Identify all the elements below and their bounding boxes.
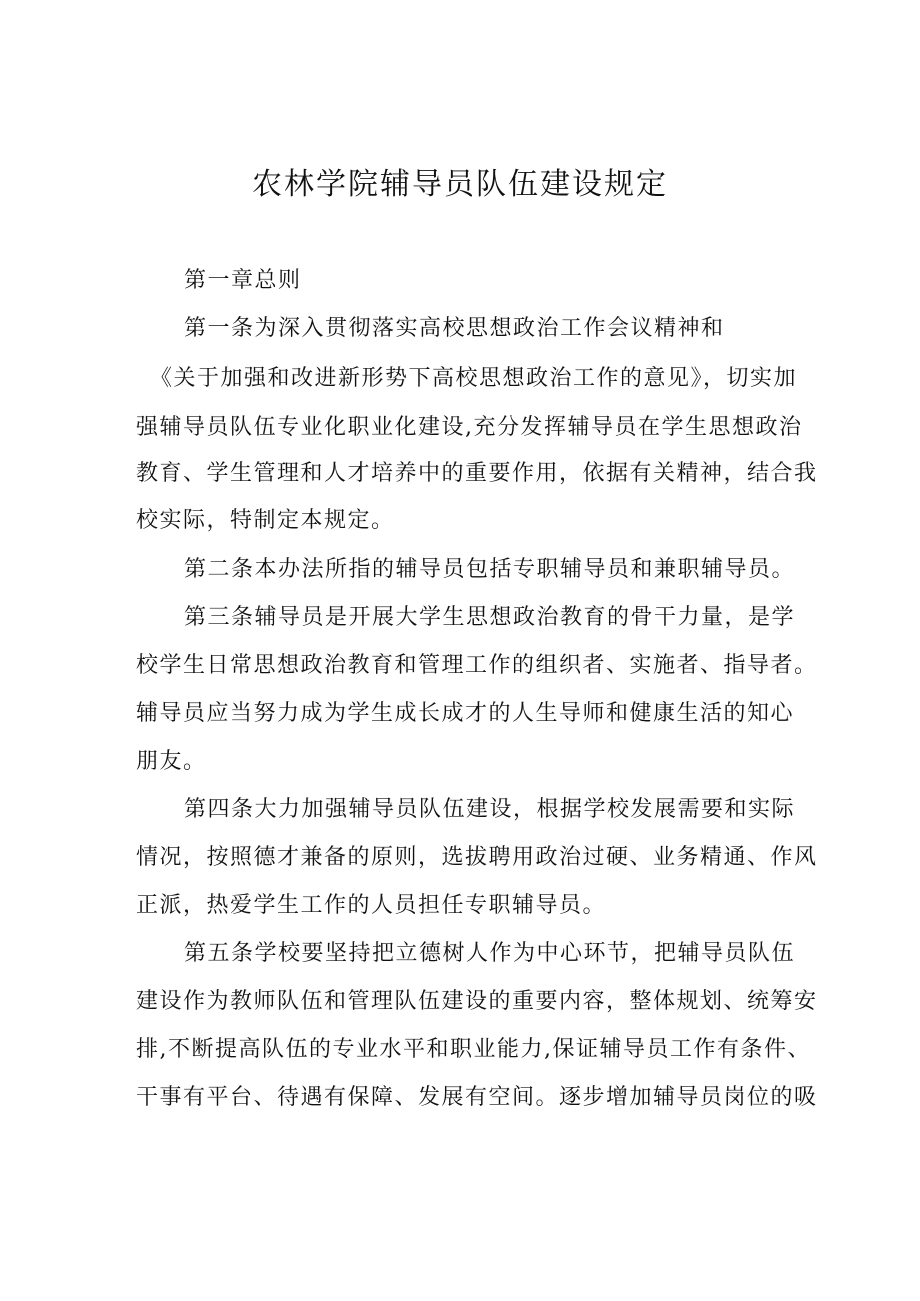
paragraph-line: 第四条大力加强辅导员队伍建设，根据学校发展需要和实际 [184,797,796,822]
paragraph-line: 教育、学生管理和人才培养中的重要作用，依据有关精神，结合我 [136,461,818,486]
paragraph-line: 第三条辅导员是开展大学生思想政治教育的骨干力量，是学 [184,605,796,630]
paragraph-line: 《关于加强和改进新形势下高校思想政治工作的意见》，切实加 [150,366,798,391]
paragraph-line: 朋友。 [136,749,207,774]
document-title: 农林学院辅导员队伍建设规定 [252,167,668,202]
paragraph-line: 建设作为教师队伍和管理队伍建设的重要内容，整体规划、统筹安 [136,989,818,1014]
paragraph-line: 第五条学校要坚持把立德树人作为中心环节，把辅导员队伍 [184,941,796,966]
paragraph-line: 情况，按照德才兼备的原则，选拔聘用政治过硬、业务精通、作风 [136,845,818,870]
chapter-heading: 第一章总则 [184,268,302,293]
paragraph-line: 干事有平台、待遇有保障、发展有空间。逐步增加辅导员岗位的吸 [136,1085,818,1110]
paragraph-line: 强辅导员队伍专业化职业化建设,充分发挥辅导员在学生思想政治 [136,415,803,440]
paragraph-line: 第一条为深入贯彻落实高校思想政治工作会议精神和 [184,316,725,341]
paragraph-line: 辅导员应当努力成为学生成长成才的人生导师和健康生活的知心 [136,701,795,726]
paragraph-line: 校实际，特制定本规定。 [136,508,395,533]
paragraph-line: 排,不断提高队伍的专业水平和职业能力,保证辅导员工作有条件、 [136,1037,811,1062]
paragraph-line: 校学生日常思想政治教育和管理工作的组织者、实施者、指导者。 [136,653,818,678]
paragraph-line: 第二条本办法所指的辅导员包括专职辅导员和兼职辅导员。 [184,557,796,582]
paragraph-line: 正派，热爱学生工作的人员担任专职辅导员。 [136,893,607,918]
